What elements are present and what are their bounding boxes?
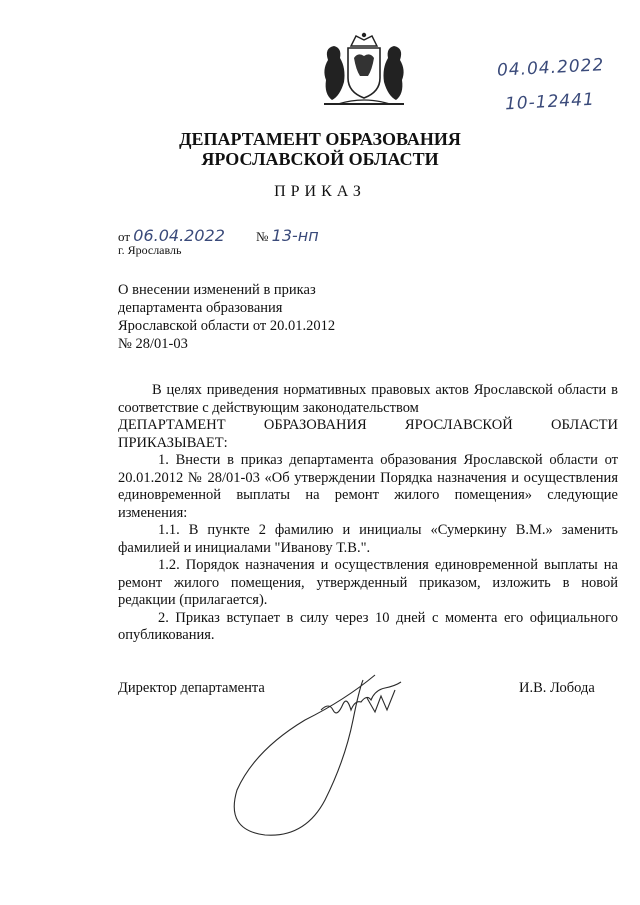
coat-of-arms-emblem xyxy=(318,30,410,110)
order-body xyxy=(118,382,618,645)
item-2: 2. Приказ вступает в силу через 10 дней с момента его официального опубликования. xyxy=(118,609,618,643)
city: г. Ярославль xyxy=(118,243,182,257)
subject-line: № 28/01-03 xyxy=(118,336,188,352)
item-1-2: 1.2. Порядок назначения и осуществления единовременной выплаты на ремонт жилого помещения, утвержденный приказом, изложить в новой редакции (прилагается). xyxy=(118,557,618,608)
item-1: 1. Внести в приказ департамента образования Ярославской области от 20.01.2012 № 28/01-03 «Об утверждении Порядка назначения и осуществления единовременной выплаты на ремонт жилого помещения» следующие изменения: xyxy=(118,452,618,521)
item-1-1: 1.1. В пункте 2 фамилию и инициалы «Сумеркину В.М.» заменить фамилией и инициалами "Иванову Т.В.". xyxy=(118,522,618,556)
signer-position: Директор департамента xyxy=(118,680,265,696)
number-prefix: № xyxy=(256,229,269,244)
order-subject xyxy=(118,281,335,353)
subject-line: Ярославской области от 20.01.2012 xyxy=(118,318,336,334)
date-prefix: от xyxy=(118,229,131,244)
order-number xyxy=(256,226,319,245)
signer-name: И.В. Лобода xyxy=(519,680,595,696)
subject-line: департамента образования xyxy=(118,300,283,316)
orders-statement: ДЕПАРТАМЕНТ ОБРАЗОВАНИЯ ЯРОСЛАВСКОЙ ОБЛАСТИ ПРИКАЗЫВАЕТ: xyxy=(118,417,618,451)
date-value-handwritten: 06.04.2022 xyxy=(133,226,225,245)
handwritten-signature xyxy=(225,660,435,840)
number-value-handwritten: 13-нп xyxy=(271,226,319,245)
subject-line: О внесении изменений в приказ xyxy=(118,282,316,298)
incoming-number-handwritten: 10-12441 xyxy=(504,89,596,115)
org-name-line1: ДЕПАРТАМЕНТ ОБРАЗОВАНИЯ xyxy=(179,129,461,149)
org-name-line2: ЯРОСЛАВСКОЙ ОБЛАСТИ xyxy=(201,149,439,169)
preamble: В целях приведения нормативных правовых актов Ярославской области в соответствие с действующим законодательством xyxy=(118,382,618,416)
document-type: ПРИКАЗ xyxy=(274,183,366,200)
incoming-date-handwritten: 04.04.2022 xyxy=(496,55,605,81)
